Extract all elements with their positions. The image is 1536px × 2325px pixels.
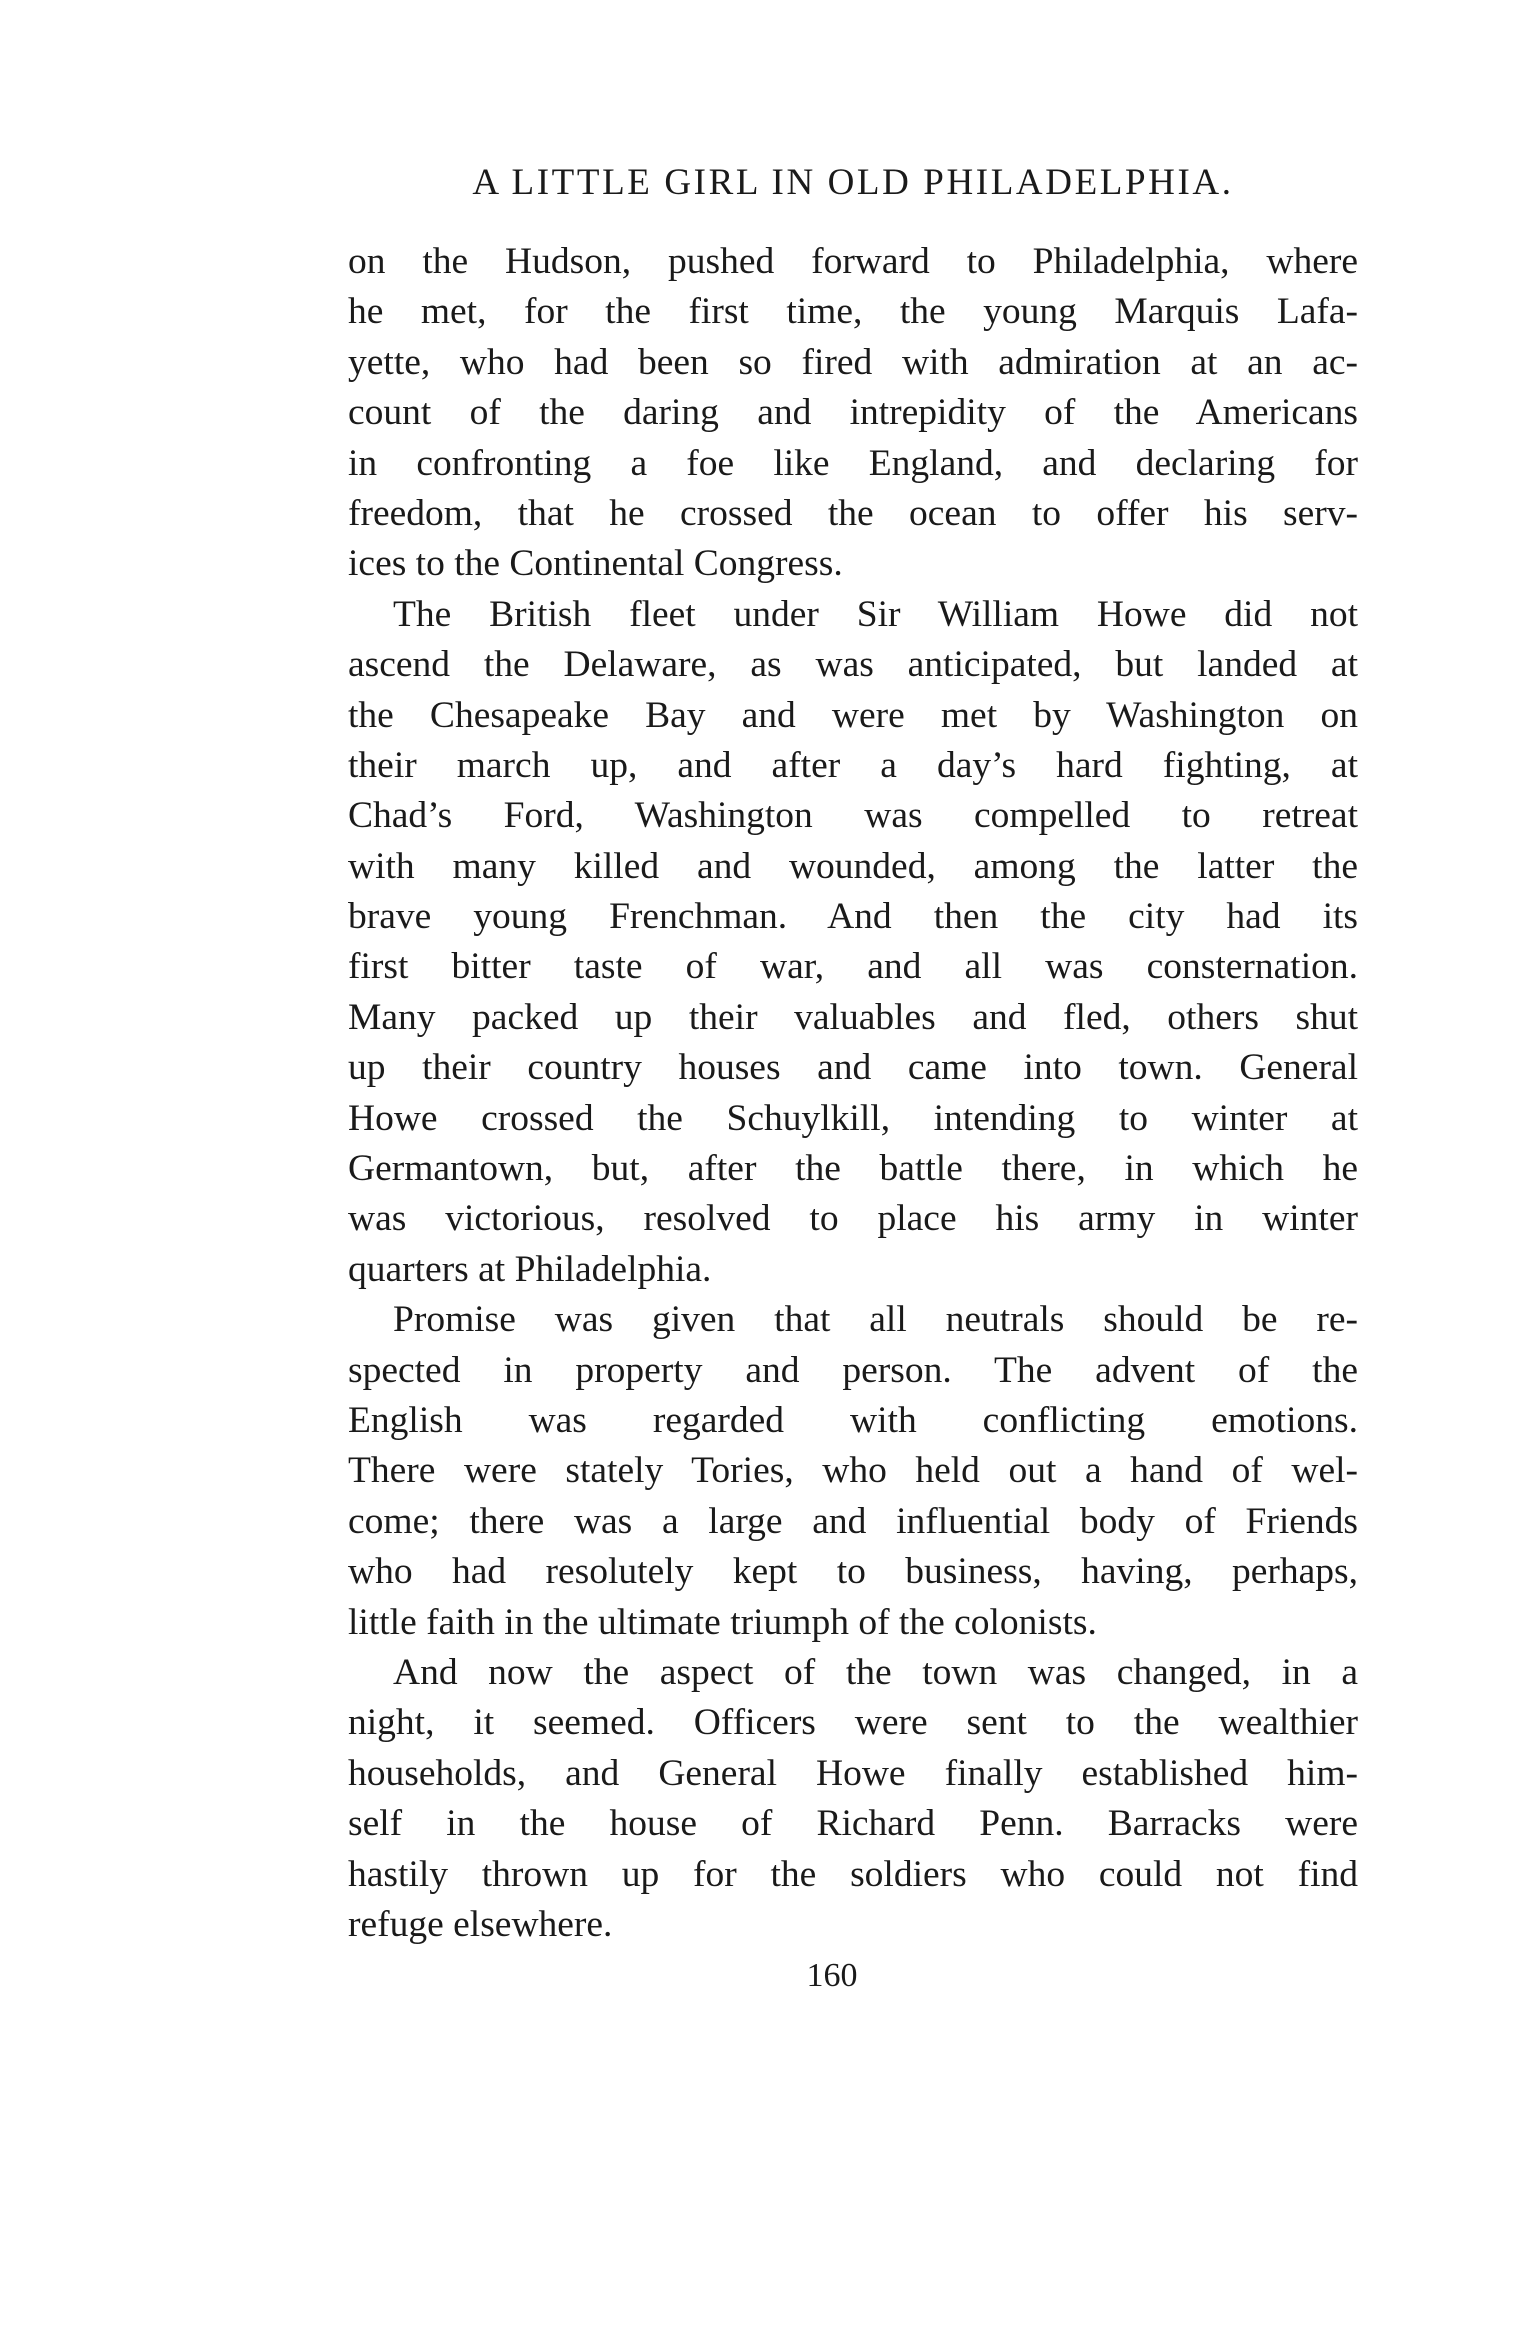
text-line: ascend the Delaware, as was anticipated, but landed at: [348, 644, 1358, 686]
text-line: yette, who had been so fired with admiration at an ac-: [348, 341, 1358, 383]
text-line: in confronting a foe like England, and declaring for: [348, 442, 1358, 484]
text-line: quarters at Philadelphia.: [348, 1248, 712, 1290]
text-line: And now the aspect of the town was changed, in a: [393, 1651, 1358, 1693]
text-line: Promise was given that all neutrals should be re-: [393, 1299, 1358, 1341]
text-line: count of the daring and intrepidity of the Americans: [348, 392, 1358, 434]
text-line: Many packed up their valuables and fled, others shut: [348, 996, 1358, 1038]
text-line: Germantown, but, after the battle there, in which he: [348, 1148, 1358, 1190]
running-header: A LITTLE GIRL IN OLD PHILADELPHIA.: [472, 162, 1234, 203]
text-line: the Chesapeake Bay and were met by Washington on: [348, 694, 1358, 736]
text-line: night, it seemed. Officers were sent to the wealthier: [348, 1702, 1358, 1744]
text-line: was victorious, resolved to place his army in winter: [348, 1198, 1358, 1240]
text-line: brave young Frenchman. And then the city had its: [348, 896, 1358, 938]
text-line: first bitter taste of war, and all was consternation.: [348, 946, 1358, 988]
page-number: 160: [806, 1957, 858, 1994]
text-line: freedom, that he crossed the ocean to offer his serv-: [348, 492, 1358, 534]
text-line: There were stately Tories, who held out a hand of wel-: [348, 1450, 1358, 1492]
text-line: English was regarded with conflicting emotions.: [348, 1399, 1358, 1441]
text-line: self in the house of Richard Penn. Barracks were: [348, 1803, 1358, 1845]
text-line: come; there was a large and influential body of Friends: [348, 1500, 1358, 1542]
paragraph: [348, 590, 1358, 1295]
text-line: spected in property and person. The advent of the: [348, 1349, 1358, 1391]
text-line: little faith in the ultimate triumph of the colonists.: [348, 1601, 1097, 1643]
text-line: with many killed and wounded, among the latter the: [348, 845, 1358, 887]
text-line: who had resolutely kept to business, having, perhaps,: [348, 1551, 1358, 1593]
text-line: their march up, and after a day’s hard fighting, at: [348, 744, 1358, 786]
text-line: hastily thrown up for the soldiers who could not find: [348, 1853, 1358, 1895]
text-line: Howe crossed the Schuylkill, intending to winter at: [348, 1097, 1358, 1139]
text-line: refuge elsewhere.: [348, 1903, 613, 1945]
text-line: The British fleet under Sir William Howe did not: [393, 593, 1358, 635]
text-line: up their country houses and came into town. General: [348, 1047, 1358, 1089]
body-text: [348, 237, 1358, 1950]
text-line: Chad’s Ford, Washington was compelled to retreat: [348, 795, 1358, 837]
paragraph: [348, 1295, 1358, 1648]
paragraph: [348, 1648, 1358, 1950]
text-line: households, and General Howe finally established him-: [348, 1752, 1358, 1794]
paragraph: [348, 237, 1358, 590]
text-line: he met, for the first time, the young Marquis Lafa-: [348, 291, 1358, 333]
text-line: on the Hudson, pushed forward to Philadelphia, where: [348, 241, 1358, 282]
text-line: ices to the Continental Congress.: [348, 543, 843, 585]
